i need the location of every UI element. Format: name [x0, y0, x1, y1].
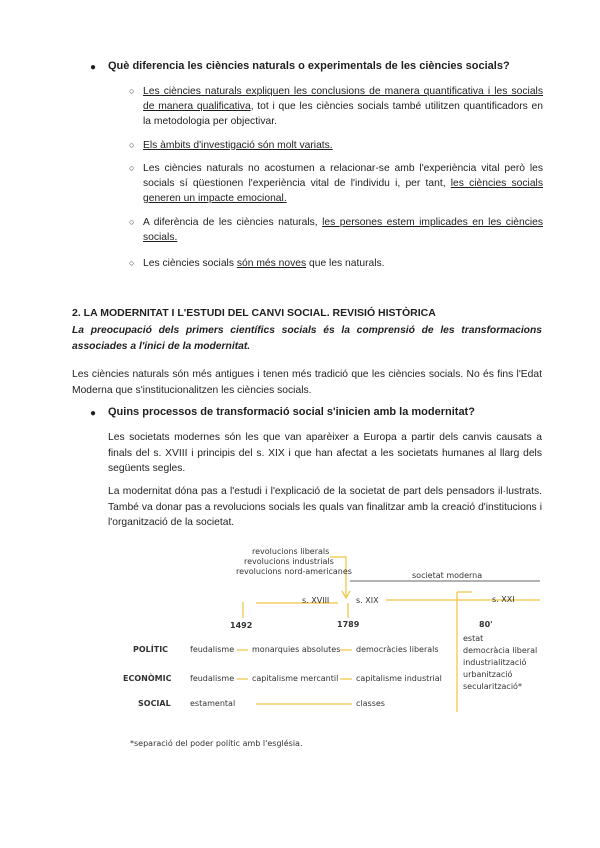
- economic-capitalisme-industrial: capitalisme industrial: [356, 674, 442, 683]
- revolutions-liberal-label: revolucions liberals: [252, 547, 330, 556]
- circle-bullet-icon: ○: [129, 163, 135, 173]
- list80-urbanitzacio: urbanització: [463, 670, 513, 679]
- list-item: ○ A diferència de les ciències naturals, les persones estem implicades en les ciències socials.: [129, 217, 544, 243]
- year-80-label: 80': [479, 620, 493, 629]
- row-label-economic: ECONÒMIC: [123, 674, 172, 683]
- list80-industrialitzacio: industrialització: [463, 658, 527, 667]
- societat-moderna-label: societat moderna: [412, 571, 483, 580]
- paragraph-2: La modernitat dóna pas a l'estudi i l'explicació de la societat de part dels pensadors il·lustrats. També va donar pas a revolucions socials les quals van finalitzar amb la creació d'institucions i l'organització de la societat.: [108, 486, 542, 528]
- century-18-label: s. XVIII: [302, 596, 330, 605]
- year-1492-label: 1492: [230, 621, 253, 630]
- row-label-politic: POLÍTIC: [133, 645, 169, 654]
- list-item: ○ Les ciències naturals no acostumen a relacionar-se amb l'experiència vital però les socials sí qüestionen l'experiència vital de l'individu i, per tant, les ciències socials generen un impacte emocional.: [129, 163, 543, 204]
- circle-bullet-icon: ○: [129, 86, 135, 96]
- list80-democracia: democràcia liberal: [463, 646, 538, 655]
- bullet-icon: ●: [90, 62, 97, 73]
- revolutions-north-american-label: revolucions nord-americanes: [236, 567, 352, 576]
- row-label-social: SOCIAL: [138, 699, 171, 708]
- politic-feudalisme: feudalisme: [190, 645, 235, 654]
- economic-capitalisme-mercantil: capitalisme mercantil: [252, 674, 339, 683]
- paragraph-1: Les societats modernes són les que van aparèixer a Europa a partir dels canvis causats a finals del s. XVIII i principis del s. XIX i que han afectat a les societats humanes al llarg dels següents segles.: [108, 432, 542, 474]
- question-1: Què diferencia les ciències naturals o experimentals de les ciències socials?: [108, 60, 510, 72]
- list-item: ○ Les ciències socials són més noves que les naturals.: [129, 258, 385, 269]
- politic-monarquies-absolutes: monarquies absolutes: [252, 645, 341, 654]
- section-heading: 2. LA MODERNITAT I L'ESTUDI DEL CANVI SOCIAL. REVISIÓ HISTÒRICA: [72, 307, 436, 319]
- century-21-label: s. XXI: [492, 595, 515, 604]
- list-item: ○ Les ciències naturals expliquen les conclusions de manera quantificativa i les socials de manera qualificativa, tot i que les ciències socials també utilitzen quantificadors en la metodologia per objectivar.: [129, 86, 543, 127]
- social-classes: classes: [356, 699, 385, 708]
- politic-democracies-liberals: democràcies liberals: [356, 645, 439, 654]
- bullet-icon: ●: [90, 408, 97, 419]
- year-1789-label: 1789: [337, 620, 360, 629]
- diagram-footnote: *separació del poder polític amb l'església.: [130, 739, 303, 748]
- circle-bullet-icon: ○: [129, 140, 135, 150]
- circle-bullet-icon: ○: [129, 217, 135, 227]
- list80-secularitzacio: secularització*: [463, 682, 522, 691]
- century-19-label: s. XIX: [356, 596, 379, 605]
- economic-feudalisme: feudalisme: [190, 674, 235, 683]
- revolutions-industrial-label: revolucions industrials: [244, 557, 334, 566]
- intro-paragraph: Les ciències naturals són més antigues i tenen més tradició que les ciències socials. No és fins l'Edat Moderna que s'institucionalitzen les ciències socials.: [72, 369, 542, 396]
- list-item: ○ Els àmbits d'investigació són molt variats.: [129, 140, 333, 151]
- question-2: Quins processos de transformació social s'inicien amb la modernitat?: [108, 406, 475, 418]
- social-estamental: estamental: [190, 699, 236, 708]
- list80-estat: estat: [463, 634, 484, 643]
- circle-bullet-icon: ○: [129, 258, 135, 268]
- section-lead: La preocupació dels primers científics socials és la comprensió de les transformacions associades a l'inici de la modernitat.: [72, 325, 542, 352]
